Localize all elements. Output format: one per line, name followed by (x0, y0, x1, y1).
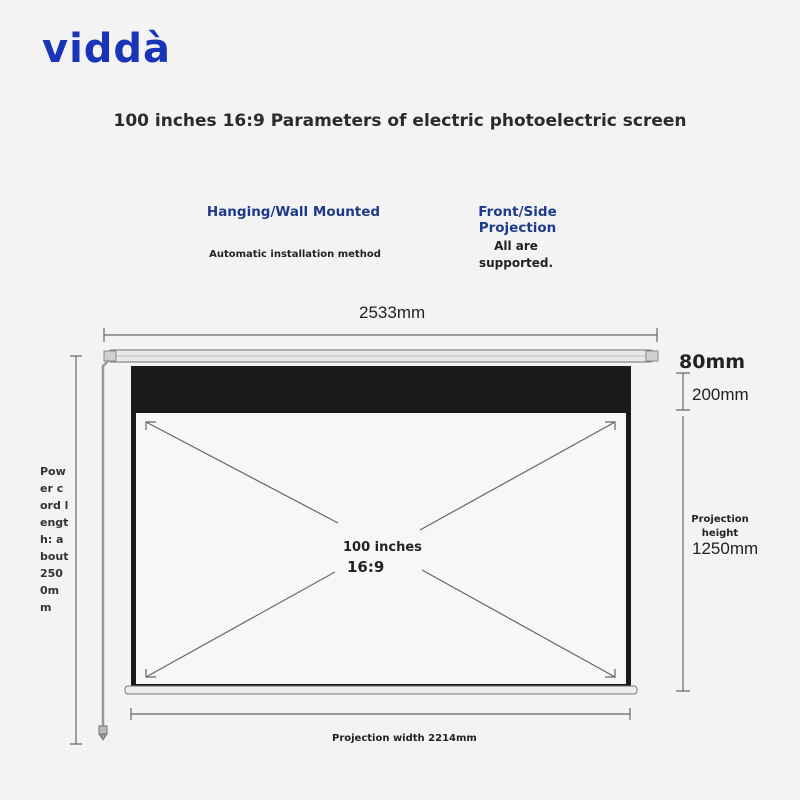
vidda-logo: viddà (42, 26, 172, 72)
top-border-label: 200mm (692, 385, 749, 404)
screen-ratio-label: 16:9 (347, 558, 385, 576)
power-cord (103, 360, 109, 726)
feature-mount-desc: Automatic installation method (209, 249, 381, 260)
page-title: 100 inches 16:9 Parameters of electric photoelectric screen (113, 111, 687, 131)
feature-projection-desc: All are supported. (478, 239, 554, 270)
projection-height-caption: Projection height (691, 514, 749, 539)
screen-size-label: 100 inches (343, 540, 422, 555)
projection-height-value: 1250mm (692, 539, 759, 558)
case-height-label: 80mm (679, 351, 746, 373)
power-cord-label: Power cord length: about 2500mm (40, 465, 69, 614)
bottom-weight-bar (125, 686, 637, 694)
feature-projection-title: Front/Side Projection (478, 204, 557, 236)
feature-mount-title: Hanging/Wall Mounted (206, 204, 381, 220)
total-width-label: 2533mm (359, 303, 426, 322)
projection-width-label: Projection width 2214mm (332, 733, 477, 744)
